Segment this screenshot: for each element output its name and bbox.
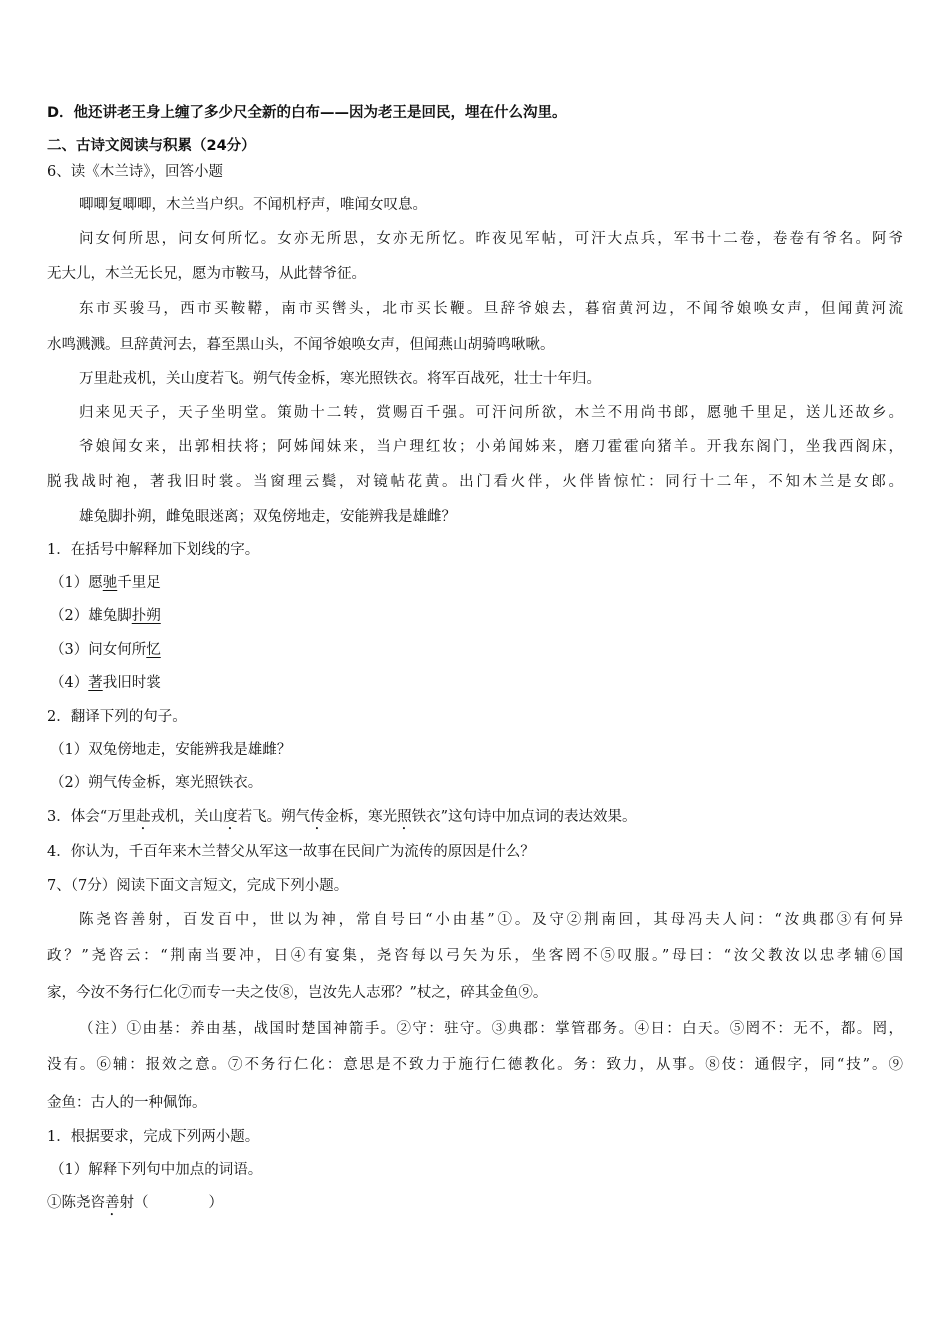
poem-line-1: 唧唧复唧唧，木兰当户织。不闻机杼声，唯闻女叹息。 <box>79 197 427 213</box>
notes-line-1: （注）①由基：养由基，战国时楚国神箭手。②守：驻守。③典郡：掌管郡务。④日：白天。⑤罔不：无不，都。罔， <box>79 1021 903 1037</box>
passage-line-2: 政？”尧咨云：“荆南当要冲，日④有宴集，尧咨每以弓矢为乐，坐客罔不⑤叹服。”母曰：“汝父教汝以忠孝辅⑥国 <box>47 948 903 964</box>
q6-sub2-item-2: （2）朔气传金柝，寒光照铁衣。 <box>50 775 263 791</box>
q6-prompt: 6、读《木兰诗》，回答小题 <box>47 164 223 180</box>
passage-line-1: 陈尧咨善射，百发百中，世以为神，常自号曰“小由基”①。及守②荆南回，其母冯夫人问：“汝典郡③有何异 <box>79 912 903 928</box>
section-two-title: 二、古诗文阅读与积累（24分） <box>47 138 256 154</box>
poem-line-10: 雄兔脚扑朔，雌兔眼迷离；双兔傍地走，安能辨我是雄雌？ <box>79 509 456 525</box>
poem-line-6: 万里赴戎机，关山度若飞。朔气传金柝，寒光照铁衣。将军百战死，壮士十年归。 <box>79 371 601 387</box>
underlined-word: 著 <box>88 675 103 691</box>
poem-line-5: 水鸣溅溅。旦辞黄河去，暮至黑山头，不闻爷娘唤女声，但闻燕山胡骑鸣啾啾。 <box>47 337 555 353</box>
q6-sub3: 3．体会“万里赴戎机，关山度若飞。朔气传金柝，寒光照铁衣”这句诗中加点词的表达效果。 <box>47 809 637 825</box>
q6-sub1-item-2: （2）雄兔脚扑朔 <box>50 608 161 624</box>
q6-sub4: 4．你认为，千百年来木兰替父从军这一故事在民间广为流传的原因是什么？ <box>47 844 535 860</box>
notes-line-3: 金鱼：古人的一种佩饰。 <box>47 1095 207 1111</box>
q7-sub1-title: 1．根据要求，完成下列两小题。 <box>47 1129 260 1145</box>
q7-prompt: 7、（7分）阅读下面文言短文，完成下列小题。 <box>47 878 349 894</box>
dotted-word: 照 <box>397 809 412 825</box>
q7-sub1-part1: （1）解释下列句中加点的词语。 <box>50 1162 263 1178</box>
passage-line-3: 家，今汝不务行仁化⑦而专一夫之伎⑧，岂汝先人志邪？”杖之，碎其金鱼⑨。 <box>47 985 548 1001</box>
notes-line-2: 没有。⑥辅：报效之意。⑦不务行仁化：意思是不致力于施行仁德教化。务：致力，从事。⑧伎：通假字，同“技”。⑨ <box>47 1057 903 1073</box>
underlined-word: 驰 <box>102 575 118 591</box>
q6-sub1-item-1: （1）愿驰千里足 <box>50 575 161 591</box>
dotted-word: 善 <box>105 1195 120 1211</box>
underlined-word: 忆 <box>146 642 161 658</box>
underlined-word: 扑朔 <box>131 608 161 624</box>
q6-sub2-item-1: （1）双兔傍地走，安能辨我是雄雌？ <box>50 742 292 758</box>
poem-line-8: 爷娘闻女来，出郭相扶将；阿姊闻妹来，当户理红妆；小弟闻姊来，磨刀霍霍向猪羊。开我东阁门，坐我西阁床， <box>79 439 903 455</box>
poem-line-9: 脱我战时袍，著我旧时裳。当窗理云鬓，对镜帖花黄。出门看火伴，火伴皆惊忙：同行十二年，不知木兰是女郎。 <box>47 474 903 490</box>
q6-sub1-title: 1．在括号中解释加下划线的字。 <box>47 542 260 558</box>
option-d: D．他还讲老王身上缠了多少尺全新的白布——因为老王是回民，埋在什么沟里。 <box>47 105 567 121</box>
dotted-word: 度 <box>223 809 238 825</box>
q6-sub1-item-3: （3）问女何所忆 <box>50 642 161 658</box>
q7-item-1: ①陈尧咨善射（ ） <box>47 1195 223 1211</box>
poem-line-7: 归来见天子，天子坐明堂。策勋十二转，赏赐百千强。可汗问所欲，木兰不用尚书郎，愿驰千里足，送儿还故乡。 <box>79 405 903 421</box>
dotted-word: 传 <box>310 809 325 825</box>
poem-line-4: 东市买骏马，西市买鞍鞯，南市买辔头，北市买长鞭。旦辞爷娘去，暮宿黄河边，不闻爷娘唤女声，但闻黄河流 <box>79 301 903 317</box>
dotted-word: 赴 <box>136 809 151 825</box>
q6-sub2-title: 2．翻译下列的句子。 <box>47 709 187 725</box>
poem-line-3: 无大儿，木兰无长兄，愿为市鞍马，从此替爷征。 <box>47 266 366 282</box>
poem-line-2: 问女何所思，问女何所忆。女亦无所思，女亦无所忆。昨夜见军帖，可汗大点兵，军书十二卷，卷卷有爷名。阿爷 <box>79 231 903 247</box>
q6-sub1-item-4: （4）著我旧时裳 <box>50 675 161 691</box>
